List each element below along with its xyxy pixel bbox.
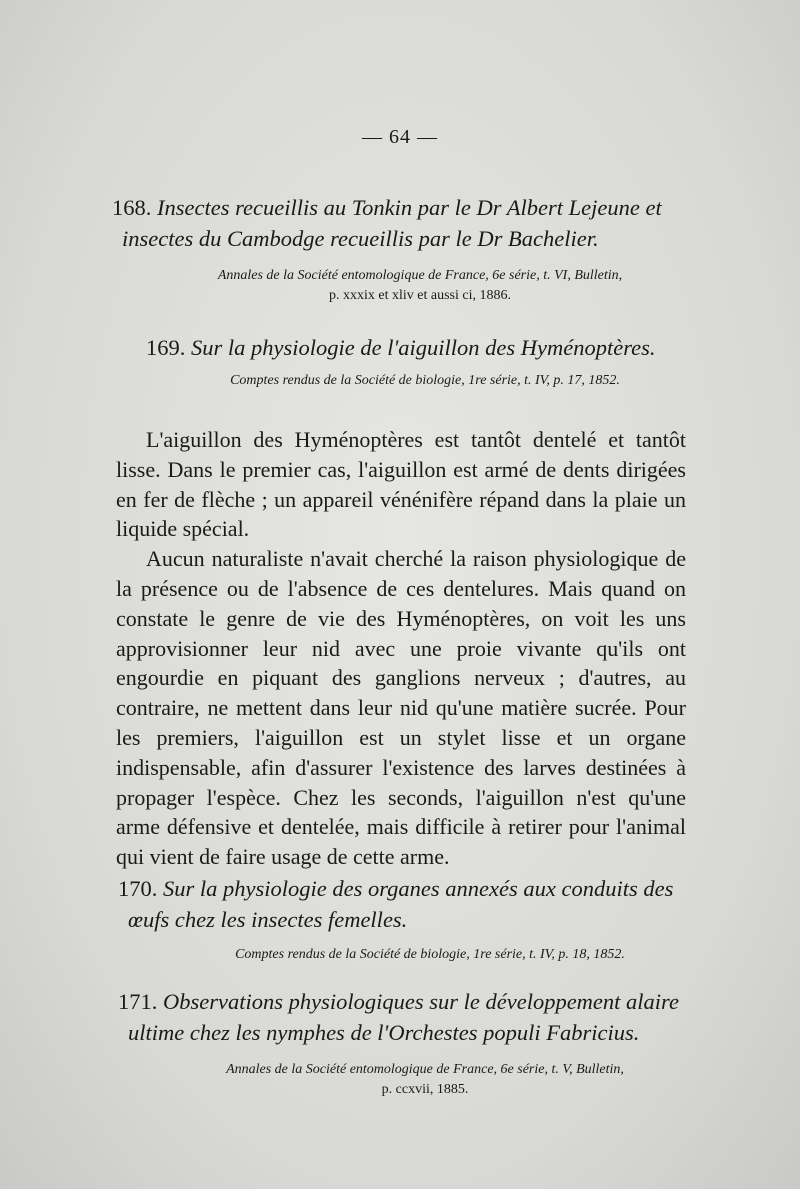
entry-reference [150,266,690,306]
bibliography-entry-171 [0,986,800,1100]
entry-reference [160,1060,690,1100]
reference-line2: p. ccxvii, 1885. [381,1082,469,1097]
entry-reference [160,371,690,391]
bibliography-entry-169 [0,332,800,391]
entry-title-line2: insectes du Cambodge recueillis par le Dr Bachelier. [122,226,599,251]
entry-title [146,332,722,363]
entry-number: 168. [112,195,152,220]
reference-line1: Comptes rendus de la Société de biologie, 1re série, t. IV, p. 17, 1852. [230,373,620,388]
entry-reference [170,945,690,965]
entry-169-body [116,425,686,872]
entry-title-line1: Insectes recueillis au Tonkin par le Dr Albert Lejeune et [157,195,662,220]
entry-title-line1: Sur la physiologie des organes annexés aux conduits des [163,876,674,901]
body-paragraph-1: L'aiguillon des Hyménoptères est tantôt dentelé et tantôt lisse. Dans le premier cas, l'aiguillon est armé de dents dirigées en fer de flèche ; un appareil vénénifère répand dans la plaie un liquide spécial. [116,427,686,542]
entry-title [112,192,722,254]
entry-title-line2: œufs chez les insectes femelles. [128,907,408,932]
entry-title-line2: ultime chez les nymphes de l'Orchestes populi Fabricius. [128,1020,640,1045]
body-paragraph-2: Aucun naturaliste n'avait cherché la raison physiologique de la présence ou de l'absence de ces dentelures. Mais quand on constate le genre de vie des Hyménoptères, on voit les uns approvisionner leur nid avec une proie vivante qu'ils ont engourdie en piquant des ganglions nerveux ; d'autres, au contraire, ne mettent dans leur nid qu'une matière sucrée. Pour les premiers, l'aiguillon est un stylet lisse et un organe indispensable, afin d'assurer l'existence des larves destinées à propager l'espèce. Chez les seconds, l'aiguillon n'est qu'une arme défensive et dentelée, mais difficile à retirer pour l'animal qui vient de faire usage de cette arme. [116,546,686,870]
reference-line1: Comptes rendus de la Société de biologie, 1re série, t. IV, p. 18, 1852. [235,947,625,962]
entry-title-line1: Observations physiologiques sur le développement alaire [163,989,679,1014]
reference-line2: p. xxxix et xliv et aussi ci, 1886. [329,288,511,303]
bibliography-entry-168 [0,192,800,306]
reference-line1: Annales de la Société entomologique de France, 6e série, t. V, Bulletin, [226,1062,624,1077]
reference-line1: Annales de la Société entomologique de France, 6e série, t. VI, Bulletin, [217,268,623,283]
page-number: — 64 — [362,126,438,148]
entry-title-line1: Sur la physiologie de l'aiguillon des Hyménoptères. [191,335,656,360]
entry-number: 170. [118,876,158,901]
entry-number: 169. [146,335,186,360]
entry-number: 171. [118,989,158,1014]
entry-title [118,986,722,1048]
entry-title [118,873,722,935]
bibliography-entry-170 [0,873,800,965]
